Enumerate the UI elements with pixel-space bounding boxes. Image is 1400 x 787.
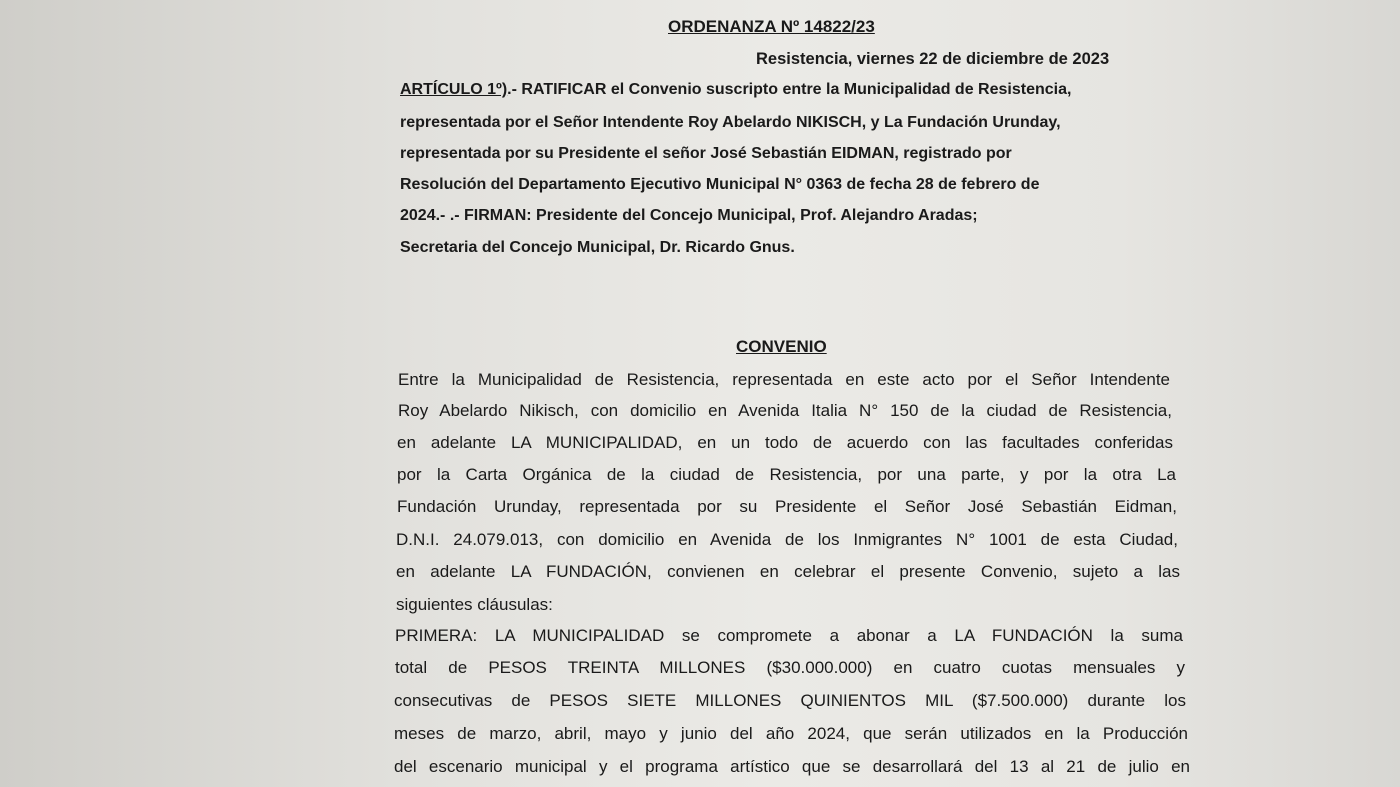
convenio-heading: CONVENIO (736, 337, 827, 356)
ordinance-date: Resistencia, viernes 22 de diciembre de 2023 (756, 50, 1110, 68)
convenio-line: consecutivas de PESOS SIETE MILLONES QUINIENTOS MIL ($7.500.000) durante los (394, 691, 1186, 710)
article-line: Secretaria del Concejo Municipal, Dr. Ricardo Gnus. (400, 239, 795, 256)
convenio-line: D.N.I. 24.079.013, con domicilio en Avenida de los Inmigrantes N° 1001 de esta Ciudad, (396, 530, 1178, 549)
convenio-clause-primera: PRIMERA: LA MUNICIPALIDAD se compromete a abonar a LA FUNDACIÓN la suma (395, 626, 1183, 645)
convenio-line: meses de marzo, abril, mayo y junio del año 2024, que serán utilizados en la Producción (394, 724, 1188, 743)
convenio-line: total de PESOS TREINTA MILLONES ($30.000.000) en cuatro cuotas mensuales y (395, 658, 1185, 677)
convenio-line: en adelante LA FUNDACIÓN, convienen en celebrar el presente Convenio, sujeto a las (396, 562, 1180, 581)
article-text: .- RATIFICAR el Convenio suscripto entre la Municipalidad de Resistencia, (507, 81, 1072, 98)
convenio-line: del escenario municipal y el programa artístico que se desarrollará del 13 al 21 de julio en (394, 757, 1190, 776)
article-line: representada por el Señor Intendente Roy Abelardo NIKISCH, y La Fundación Urunday, (400, 114, 1061, 131)
convenio-line: en adelante LA MUNICIPALIDAD, en un todo de acuerdo con las facultades conferidas (397, 433, 1173, 452)
article-label: ARTÍCULO 1º) (400, 81, 508, 98)
convenio-line: Fundación Urunday, representada por su Presidente el Señor José Sebastián Eidman, (397, 497, 1177, 516)
convenio-line: Roy Abelardo Nikisch, con domicilio en Avenida Italia N° 150 de la ciudad de Resistencia, (398, 401, 1172, 420)
convenio-line: siguientes cláusulas: (396, 595, 553, 614)
convenio-line: Entre la Municipalidad de Resistencia, representada en este acto por el Señor Intendente (398, 370, 1170, 389)
article-line: Resolución del Departamento Ejecutivo Municipal N° 0363 de fecha 28 de febrero de (400, 176, 1040, 193)
convenio-line: por la Carta Orgánica de la ciudad de Resistencia, por una parte, y por la otra La (397, 465, 1176, 484)
article-line: 2024.- .- FIRMAN: Presidente del Concejo Municipal, Prof. Alejandro Aradas; (400, 207, 978, 224)
article-1-line (400, 80, 1071, 100)
ordinance-title: ORDENANZA Nº 14822/23 (668, 17, 875, 36)
article-line: representada por su Presidente el señor José Sebastián EIDMAN, registrado por (400, 145, 1012, 162)
